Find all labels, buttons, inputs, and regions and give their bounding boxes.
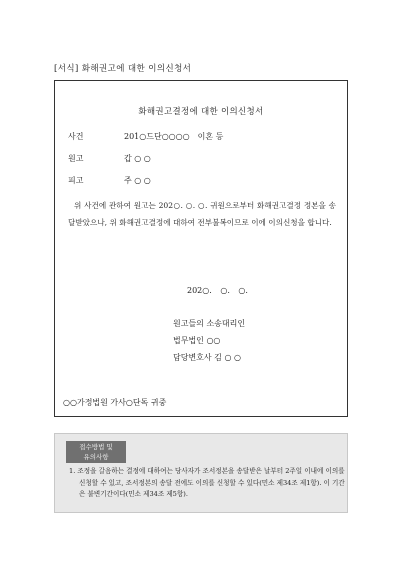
notice-badge bbox=[66, 441, 126, 463]
defendant-field bbox=[68, 175, 151, 186]
notice-box bbox=[54, 433, 348, 513]
signature-role: 원고들의 소송대리인 bbox=[173, 319, 246, 328]
case-label: 사건 bbox=[68, 132, 84, 141]
notice-badge-line2: 유의사항 bbox=[83, 453, 109, 461]
signature-firm: 법무법인 ○○ bbox=[173, 336, 221, 345]
plaintiff-value: 갑 ○ ○ bbox=[124, 154, 151, 163]
application-date: 202○. ○. ○. bbox=[187, 286, 248, 295]
case-field bbox=[68, 131, 223, 142]
application-document bbox=[54, 80, 348, 417]
plaintiff-field bbox=[68, 153, 151, 164]
case-number: 201○드단○○○○ bbox=[124, 132, 190, 141]
signature-attorney: 담당변호사 김 ○ ○ bbox=[173, 353, 241, 362]
court-addressee: ○○가정법원 가사○단독 귀중 bbox=[63, 398, 167, 407]
defendant-value: 주 ○ ○ bbox=[124, 176, 151, 185]
form-title: [서식] 화해권고에 대한 이의신청서 bbox=[54, 64, 192, 74]
application-body: 위 사건에 관하여 원고는 202○. ○. ○. 귀원으로부터 화해권고결정 정본을 송달받았으나, 위 화해권고결정에 대하여 전부불복이므로 이에 이의신청을 합니다. bbox=[68, 201, 336, 227]
case-name: 이혼 등 bbox=[197, 132, 224, 141]
plaintiff-label: 원고 bbox=[68, 154, 84, 163]
notice-text: 1. 조정을 갈음하는 결정에 대하여는 당사자가 조서정본을 송달받은 날부터 2주일 이내에 이의를 신청할 수 있고, 조서정본의 송달 전에도 이의를 신청할 수 있다(민소 제34조 제1항). 이 기간은 불변기간이다(민소 제34조 제5항). bbox=[69, 467, 345, 498]
signature-block bbox=[173, 315, 245, 366]
notice-badge-line1: 접수방법 및 bbox=[79, 443, 113, 451]
defendant-label: 피고 bbox=[68, 176, 84, 185]
document-heading: 화해권고결정에 대한 이의신청서 bbox=[138, 107, 264, 117]
